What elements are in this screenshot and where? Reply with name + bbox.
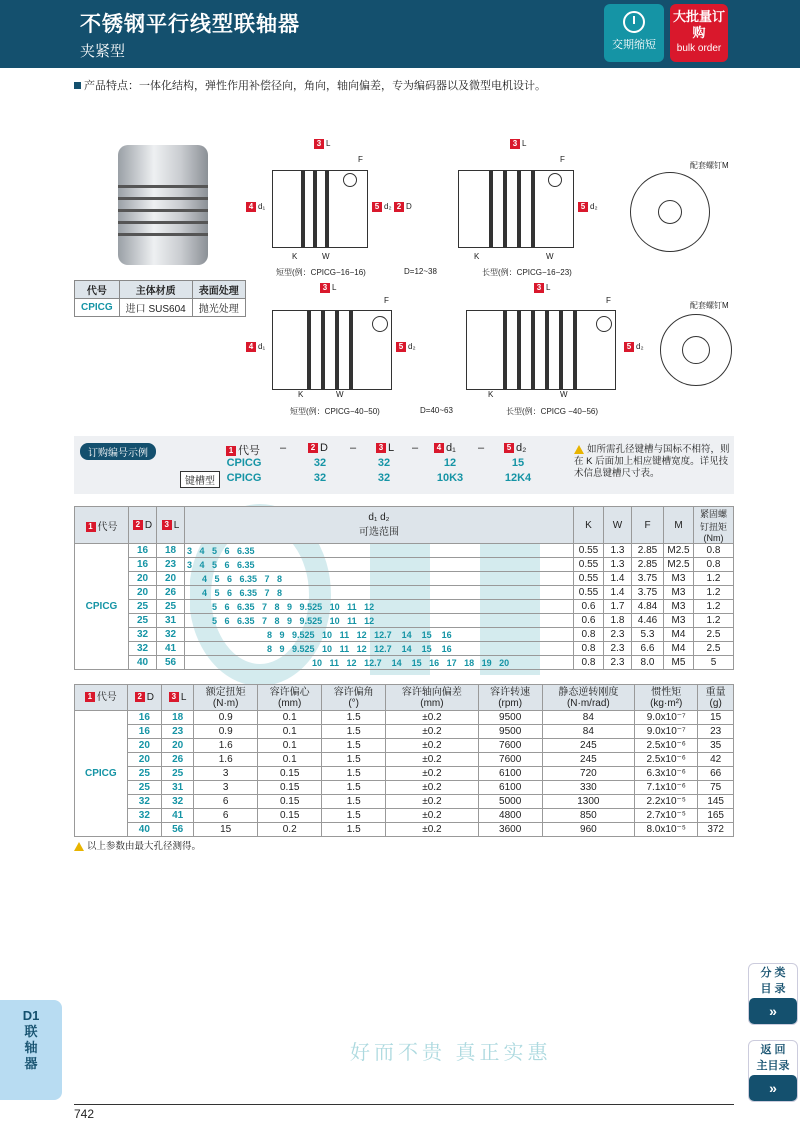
table-row: 20 26 4 5 6 6.35 7 8 0.55 1.4 3.75 M3 1.2 bbox=[75, 586, 734, 600]
table-row: 25 25 3 0.15 1.5 ±0.2 6100 720 6.3x10⁻⁶ 66 bbox=[75, 767, 734, 781]
fast-delivery-badge[interactable]: 交期缩短 bbox=[604, 4, 664, 62]
page-title: 不锈钢平行线型联轴器 bbox=[80, 13, 300, 36]
order-example-label: 订购编号示例 bbox=[80, 443, 156, 460]
table-row: 25 31 3 0.15 1.5 ±0.2 6100 330 7.1x10⁻⁶ 75 bbox=[75, 781, 734, 795]
table-row: 32 32 8 9 9.525 10 11 12 12.7 14 15 16 0.8 2.3 5.3 M4 2.5 bbox=[75, 628, 734, 642]
table-row: 40 56 10 11 12 12.7 14 15 16 17 18 19 20 0.8 2.3 8.0 M5 5 bbox=[75, 656, 734, 670]
table-row: CPICG 16 18 3 4 5 6 6.35 0.55 1.3 2.85 M2.5 0.8 bbox=[75, 544, 734, 558]
warning-icon bbox=[574, 445, 584, 454]
warning-icon bbox=[74, 842, 84, 851]
table-row: 16 23 3 4 5 6 6.35 0.55 1.3 2.85 M2.5 0.8 bbox=[75, 558, 734, 572]
table-row: 25 31 5 6 6.35 7 8 9 9.525 10 11 12 0.6 1.8 4.46 M3 1.2 bbox=[75, 614, 734, 628]
page-header bbox=[0, 0, 800, 68]
feature-text: 产品特点：一体化结构，弹性作用补偿径向，角向，轴向偏差，专为编码器以及微型电机设计。 bbox=[74, 77, 546, 93]
home-nav-button[interactable]: 返 回 主目录 » bbox=[748, 1040, 798, 1102]
table-row: 40 56 15 0.2 1.5 ±0.2 3600 960 8.0x10⁻⁵ 372 bbox=[75, 823, 734, 837]
side-tab[interactable]: D1 联 轴 器 bbox=[0, 1000, 62, 1100]
table-row: 20 26 1.6 0.1 1.5 ±0.2 7600 245 2.5x10⁻⁶ 42 bbox=[75, 753, 734, 767]
double-chevron-right-icon: » bbox=[749, 1075, 797, 1101]
keyway-label: 键槽型 bbox=[180, 471, 220, 488]
footnote: 以上参数由最大孔径测得。 bbox=[74, 838, 201, 852]
table-row: 32 32 6 0.15 1.5 ±0.2 5000 1300 2.2x10⁻⁵ 145 bbox=[75, 795, 734, 809]
table-row: 25 25 5 6 6.35 7 8 9 9.525 10 11 12 0.6 1.7 4.84 M3 1.2 bbox=[75, 600, 734, 614]
page-divider bbox=[74, 1104, 734, 1105]
order-note: 如所需孔径键槽与国标不相符，则在 K 后面加上相应键槽宽度。详见技术信息键槽尺寸表。 bbox=[574, 444, 730, 479]
page-number: 742 bbox=[74, 1107, 95, 1121]
performance-table: 1 代号 2 D 3 L 额定扭矩 (N·m) 容许偏心 (mm) 容许偏角 (°) 容许轴向偏差 (mm) 容许转速 (rpm) 静态逆转刚度 (N·m/rad) 惯性矩 (kg·m²) 重量 (g) CPICG 16 18 0.9 0.1 1.5 ±0.2 9500 84 9.0x10⁻⁷ 15 16 23 0.9 0.1 1.5 ±0.2 9500 84 9.0x10⁻⁷ 23 20 20 1.6 0.1 1.5 ±0.2 7600 245 2.5x10⁻⁶ 35 20 26 1.6 0.1 1.5 ±0.2 7600 245 2.5x10⁻⁶ 42 25 25 3 0.15 1.5 ±0.2 6100 720 6.3x10⁻⁶ 66 25 31 3 0.15 1.5 ±0.2 6100 330 7.1x10⁻⁶ 75 32 32 6 0.15 1.5 ±0.2 5000 1300 2.2x10⁻⁵ 145 32 41 6 0.15 1.5 ±0.2 4800 850 2.7x10⁻⁵ 165 40 56 15 0.2 1.5 ±0.2 3600 960 8.0x10⁻⁵ 372 bbox=[74, 684, 734, 837]
table-row: 20 20 4 5 6 6.35 7 8 0.55 1.4 3.75 M3 1.2 bbox=[75, 572, 734, 586]
product-photo bbox=[118, 145, 208, 265]
table-row: CPICG 16 18 0.9 0.1 1.5 ±0.2 9500 84 9.0x10⁻⁷ 15 bbox=[75, 711, 734, 725]
table-row: 16 23 0.9 0.1 1.5 ±0.2 9500 84 9.0x10⁻⁷ 23 bbox=[75, 725, 734, 739]
category-nav-button[interactable]: 分 类 目 录 » bbox=[748, 963, 798, 1025]
bulk-order-badge[interactable]: 大批量订购 bulk order bbox=[670, 4, 728, 62]
table-row: 32 41 8 9 9.525 10 11 12 12.7 14 15 16 0.8 2.3 6.6 M4 2.5 bbox=[75, 642, 734, 656]
page-subtitle: 夹紧型 bbox=[80, 43, 126, 60]
bullet-square-icon bbox=[74, 82, 81, 89]
dimension-table: 1 代号 2 D 3 L d₁ d₂ 可选范围 K W F M 紧固螺钉扭矩 (Nm) CPICG 16 18 3 4 5 6 6.35 0.55 1.3 2.85 M2.5 0.8 16 23 3 4 5 6 6.35 0.55 1.3 2.85 M2.5 0.8 20 20 4 5 6 6.35 7 8 0.55 1.4 3.75 M3 1.2 20 26 4 5 6 6.35 7 8 0.55 1.4 3.75 M3 1.2 25 25 5 6 6.35 7 8 9 9.525 10 11 12 0.6 1.7 4.84 M3 1.2 25 31 5 6 6.35 7 8 9 9.525 10 11 12 0.6 1.8 4.46 M3 1.2 32 32 8 9 9.525 10 11 12 12.7 14 15 16 0.8 2.3 5.3 M4 2.5 32 41 8 9 9.525 10 11 12 12.7 14 15 16 0.8 2.3 6.6 M4 2.5 40 56 10 11 12 12.7 14 15 16 17 18 19 20 0.8 2.3 8.0 M5 5 bbox=[74, 506, 734, 670]
table-row: 32 41 6 0.15 1.5 ±0.2 4800 850 2.7x10⁻⁵ 165 bbox=[75, 809, 734, 823]
material-table: 代号 主体材质 表面处理 CPICG 进口 SUS604 抛光处理 bbox=[74, 280, 246, 317]
order-example-panel: 订购编号示例 1 代号 2 D 3 L 4 d₁ 5 d₂ – – – – CPICG 32 32 12 15 键槽型 CPICG 32 32 10K3 12K4 如所需孔径键槽与国标不相符，则在 K 后面加上相应键槽宽度。详见技术信息键槽尺寸表。 bbox=[74, 436, 734, 494]
stopwatch-icon bbox=[623, 11, 645, 33]
double-chevron-right-icon: » bbox=[749, 998, 797, 1024]
table-row: 20 20 1.6 0.1 1.5 ±0.2 7600 245 2.5x10⁻⁶ 35 bbox=[75, 739, 734, 753]
watermark-slogan: 好而不贵 真正实惠 bbox=[350, 1042, 552, 1064]
